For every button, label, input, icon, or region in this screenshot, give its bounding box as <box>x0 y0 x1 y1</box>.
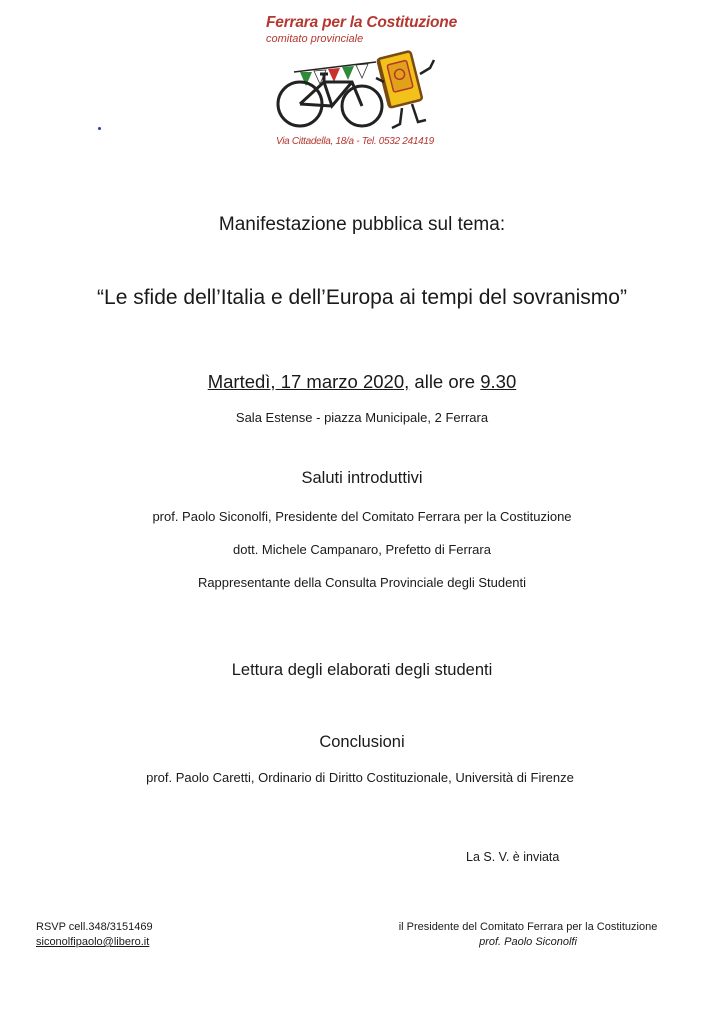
event-day: Martedì, 17 marzo 2020, <box>207 371 410 392</box>
logo-address: Via Cittadella, 18/a - Tel. 0532 241419 <box>276 136 434 147</box>
event-venue: Sala Estense - piazza Municipale, 2 Ferrara <box>235 410 489 425</box>
event-date <box>0 371 724 393</box>
signature-name: prof. Paolo Siconolfi <box>479 936 577 948</box>
event-time: 9.30 <box>480 371 517 392</box>
logo-title: Ferrara per la Costituzione <box>266 14 457 31</box>
reading-heading: Lettura degli elaborati degli studenti <box>231 661 493 679</box>
signature-block <box>380 920 676 950</box>
conclusions-heading: Conclusioni <box>319 733 405 751</box>
invitation-note: La S. V. è inviata <box>466 850 560 864</box>
bicycle-book-logo-icon <box>272 44 442 134</box>
rsvp-block <box>36 920 153 950</box>
speaker-line: dott. Michele Campanaro, Prefetto di Ferrara <box>233 542 491 557</box>
greetings-heading: Saluti introduttivi <box>301 469 423 487</box>
speaker-line: prof. Paolo Siconolfi, Presidente del Comitato Ferrara per la Costituzione <box>152 509 572 524</box>
logo-subtitle: comitato provinciale <box>266 33 364 45</box>
rsvp-phone: RSVP cell.348/3151469 <box>36 921 153 933</box>
event-title: “Le sfide dell’Italia e dell’Europa ai tempi del sovranismo” <box>97 286 627 309</box>
rsvp-email-link[interactable]: siconolfipaolo@libero.it <box>36 936 150 948</box>
speaker-line: Rappresentante della Consulta Provinciale degli Studenti <box>197 575 527 590</box>
event-date-connector: alle ore <box>409 371 481 392</box>
signature-role: il Presidente del Comitato Ferrara per la Costituzione <box>398 921 658 933</box>
conclusions-speaker: prof. Paolo Caretti, Ordinario di Diritto Costituzionale, Università di Firenze <box>146 770 574 785</box>
stray-dot <box>98 127 101 130</box>
intro-heading: Manifestazione pubblica sul tema: <box>218 214 506 235</box>
